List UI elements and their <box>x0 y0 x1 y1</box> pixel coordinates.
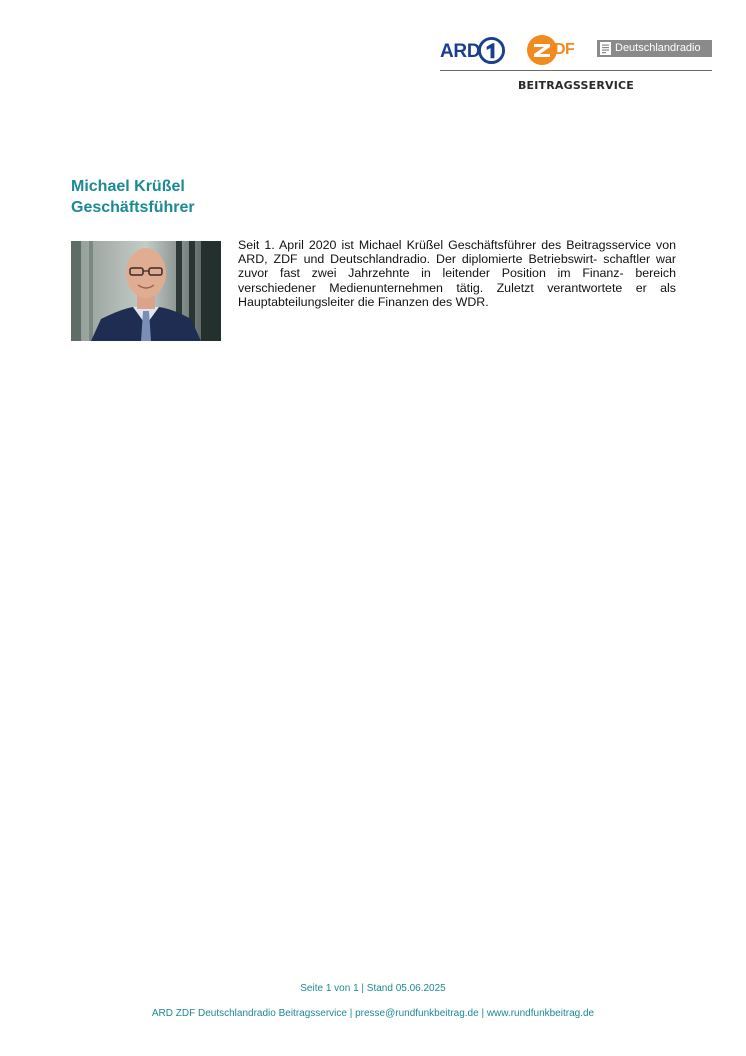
portrait-photo <box>71 241 221 341</box>
zdf-logo-text: DF <box>554 41 575 58</box>
person-role: Geschäftsführer <box>71 199 195 216</box>
footer-page-info: Seite 1 von 1 | Stand 05.06.2025 <box>300 983 446 994</box>
header-logo-block <box>440 34 712 96</box>
deutschlandradio-logo <box>597 40 712 57</box>
beitragsservice-label: BEITRAGSSERVICE <box>517 79 635 92</box>
bio-line: er als Hauptabteilungsleiter die Finanzen des WDR. <box>238 280 676 309</box>
broadcaster-logos <box>440 34 712 66</box>
bio-line: bereich verschiedener Medienunternehmen tätig. Zuletzt verantwortete <box>238 266 676 295</box>
ard-logo-text: ARD <box>440 41 481 62</box>
deutschlandradio-logo-text: Deutschlandradio <box>615 42 701 54</box>
ard-one-icon <box>477 36 506 65</box>
bio-line: Seit 1. April 2020 ist Michael Krüßel Geschäftsführer des Beitragsservice <box>238 238 651 252</box>
deutschlandradio-mark-icon <box>600 42 611 55</box>
bio-line: schaftler war zuvor fast zwei Jahrzehnte in leitender Position im Finanz- <box>238 252 676 281</box>
bio-line: von ARD, ZDF und Deutschlandradio. Der diplomierte Betriebswirt- <box>238 238 676 267</box>
person-name: Michael Krüßel <box>71 178 185 195</box>
biography-text <box>238 238 676 309</box>
zdf-logo <box>526 34 580 66</box>
footer-contact-line: ARD ZDF Deutschlandradio Beitragsservice | presse@rundfunkbeitrag.de | www.rundfunkbeitrag.de <box>151 1008 595 1019</box>
header-divider <box>440 70 712 71</box>
portrait-illustration <box>71 241 221 341</box>
